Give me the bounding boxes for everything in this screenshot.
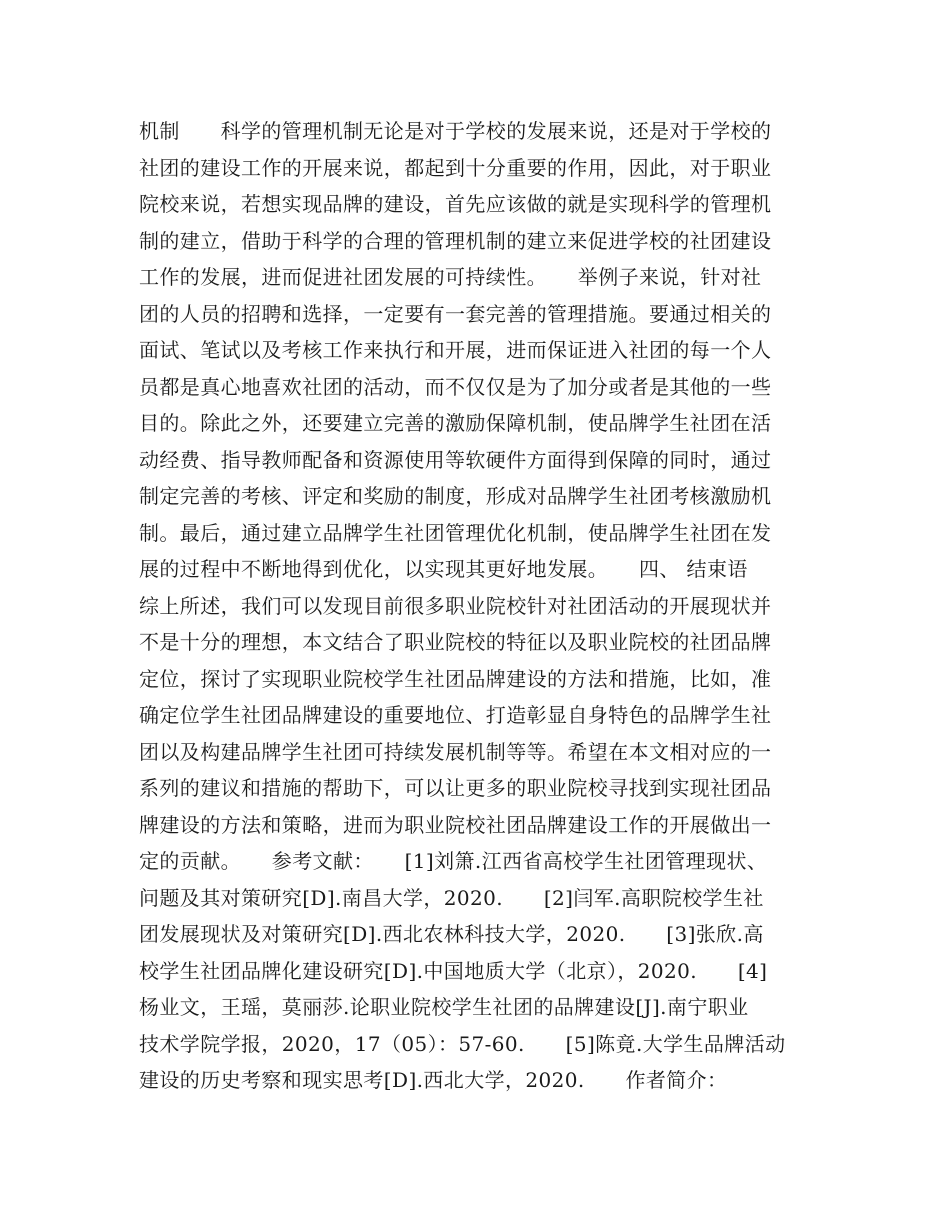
text-line: 牌建设的方法和策略，进而为职业院校社团品牌建设工作的开展做出一	[139, 812, 772, 837]
text-line: 问题及其对策研究[D].南昌大学，2020. [2]闫军.高职院校学生社	[139, 885, 764, 910]
text-line: 校学生社团品牌化建设研究[D].中国地质大学（北京），2020. [4]	[139, 958, 768, 983]
text-line: 团发展现状及对策研究[D].西北农林科技大学，2020. [3]张欣.高	[139, 922, 764, 946]
text-line: 目的。除此之外，还要建立完善的激励保障机制，使品牌学生社团在活	[139, 411, 772, 435]
text-line: 杨业文，王瑶，莫丽莎.论职业院校学生社团的品牌建设[J].南宁职业	[139, 995, 749, 1019]
text-line: 员都是真心地喜欢社团的活动，而不仅仅是为了加分或者是其他的一些	[139, 374, 772, 399]
text-line: 展的过程中不断地得到优化，以实现其更好地发展。 四、 结束语	[139, 557, 748, 581]
text-line: 系列的建议和措施的帮助下，可以让更多的职业院校寻找到实现社团品	[139, 776, 772, 800]
text-line: 工作的发展，进而促进社团发展的可持续性。 举例子来说，针对社	[139, 265, 762, 289]
text-line: 团的人员的招聘和选择，一定要有一套完善的管理措施。要通过相关的	[139, 301, 772, 326]
text-line: 制。最后，通过建立品牌学生社团管理优化机制，使品牌学生社团在发	[139, 520, 772, 545]
text-line: 定位，探讨了实现职业院校学生社团品牌建设的方法和措施，比如，准	[139, 666, 772, 691]
text-line: 团以及构建品牌学生社团可持续发展机制等等。希望在本文相对应的一	[139, 739, 772, 764]
text-line: 机制 科学的管理机制无论是对于学校的发展来说，还是对于学校的	[139, 119, 772, 143]
text-line: 技术学院学报，2020，17（05）：57-60. [5]陈竟.大学生品牌活动	[139, 1031, 786, 1056]
text-line: 社团的建设工作的开展来说，都起到十分重要的作用，因此，对于职业	[139, 155, 772, 180]
text-line: 面试、笔试以及考核工作来执行和开展，进而保证进入社团的每一个人	[139, 338, 772, 362]
text-line: 不是十分的理想，本文结合了职业院校的特征以及职业院校的社团品牌	[139, 630, 772, 654]
text-line: 制的建立，借助于科学的合理的管理机制的建立来促进学校的社团建设	[139, 228, 772, 253]
text-line: 定的贡献。 参考文献： [1]刘箫.江西省高校学生社团管理现状、	[139, 849, 768, 873]
text-line: 确定位学生社团品牌建设的重要地位、打造彰显自身特色的品牌学生社	[139, 703, 772, 727]
text-line: 制定完善的考核、评定和奖励的制度，形成对品牌学生社团考核激励机	[139, 484, 772, 508]
text-line: 建设的历史考察和现实思考[D].西北大学，2020. 作者简介：	[139, 1068, 728, 1092]
text-line: 综上所述，我们可以发现目前很多职业院校针对社团活动的开展现状并	[139, 593, 772, 618]
text-line: 动经费、指导教师配备和资源使用等软硬件方面得到保障的同时，通过	[139, 447, 772, 472]
text-line: 院校来说，若想实现品牌的建设，首先应该做的就是实现科学的管理机	[139, 192, 772, 216]
body-text	[139, 113, 829, 1099]
